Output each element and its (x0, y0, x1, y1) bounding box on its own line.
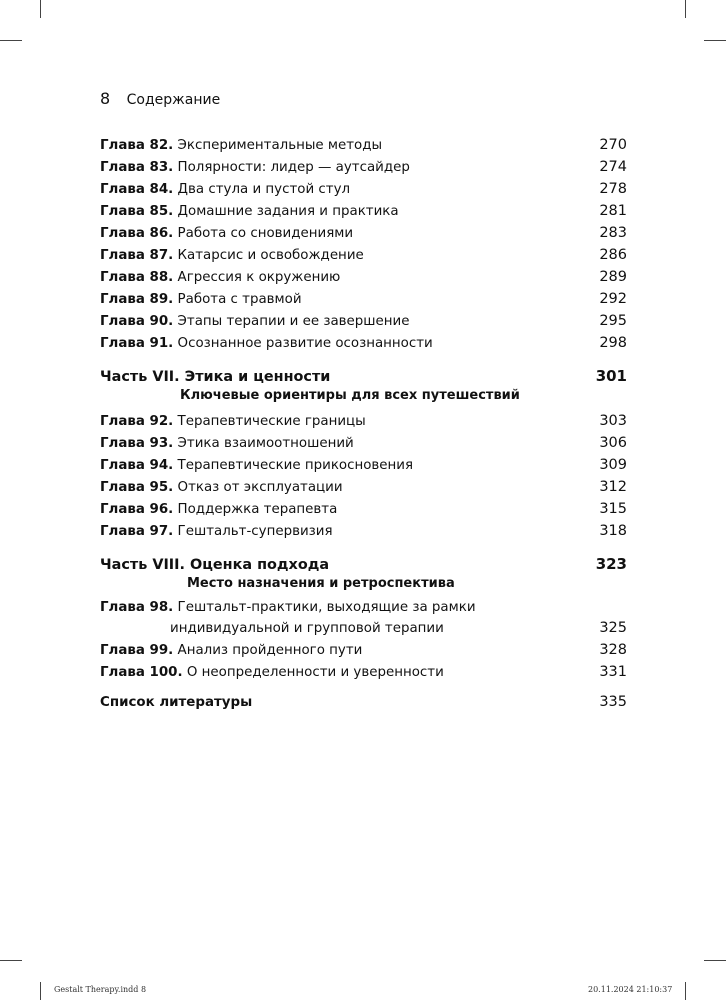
chapter-title: Агрессия к окружению (177, 270, 341, 285)
chapter-label: Глава 97. (100, 524, 174, 539)
chapter-list (100, 134, 627, 354)
chapter-title: Анализ пройденного пути (177, 643, 363, 658)
print-slug-file: Gestalt Therapy.indd 8 (54, 985, 147, 994)
page-number: 8 (100, 89, 111, 108)
chapter-page: 281 (599, 203, 627, 219)
chapter-title: Этика взаимоотношений (177, 436, 354, 451)
chapter-label: Глава 93. (100, 436, 174, 451)
part-heading (100, 554, 627, 574)
spacer (100, 354, 627, 366)
chapter-label: Глава 89. (100, 292, 174, 307)
chapter-heading (100, 521, 333, 543)
chapter-heading (100, 267, 340, 289)
chapter-title: Экспериментальные методы (177, 138, 383, 153)
chapter-title: Этапы терапии и ее завершение (177, 314, 410, 329)
toc-entry (100, 200, 627, 222)
part-heading (100, 366, 627, 386)
chapter-label: Глава 82. (100, 138, 174, 153)
toc-entry (100, 222, 627, 244)
crop-mark (685, 0, 686, 18)
chapter-title: Гештальт-супервизия (177, 524, 333, 539)
chapter-page: 278 (599, 181, 627, 197)
chapter-heading (100, 179, 350, 201)
toc-entry (100, 476, 627, 498)
chapter-title: Полярности: лидер — аутсайдер (177, 160, 410, 175)
chapter-heading (100, 662, 444, 684)
crop-mark (685, 982, 686, 1000)
chapter-label: Глава 96. (100, 502, 174, 517)
chapter-page: 325 (599, 620, 627, 636)
toc-entry (100, 156, 627, 178)
crop-mark (0, 40, 22, 41)
crop-mark (704, 40, 726, 41)
table-of-contents (100, 134, 627, 714)
print-slug-timestamp: 20.11.2024 21:10:37 (588, 985, 673, 994)
chapter-heading (100, 640, 362, 662)
toc-entry (100, 498, 627, 520)
chapter-label: Глава 83. (100, 160, 174, 175)
chapter-label: Глава 84. (100, 182, 174, 197)
chapter-page: 331 (599, 664, 627, 680)
toc-entry (100, 266, 627, 288)
chapter-title: Отказ от эксплуатации (177, 480, 343, 495)
chapter-title: Работа со сновидениями (177, 226, 354, 241)
chapter-heading (100, 499, 337, 521)
chapter-label: Глава 94. (100, 458, 174, 473)
chapter-page: 289 (599, 269, 627, 285)
crop-mark (40, 0, 41, 18)
chapter-heading (100, 455, 413, 477)
toc-entry (100, 310, 627, 332)
chapter-heading (100, 333, 433, 355)
toc-entry (100, 134, 627, 156)
chapter-heading (100, 201, 399, 223)
bibliography-title: Список литературы (100, 695, 253, 710)
part-title: Часть VII. Этика и ценности (100, 369, 331, 385)
part-subtitle: Ключевые ориентиры для всех путешествий (180, 388, 520, 403)
chapter-title: Два стула и пустой стул (177, 182, 351, 197)
chapter-page: 292 (599, 291, 627, 307)
chapter-label: Глава 87. (100, 248, 174, 263)
toc-entry (100, 332, 627, 354)
toc-entry (100, 639, 627, 661)
chapter-heading (100, 411, 366, 433)
part-page: 323 (595, 555, 627, 573)
chapter-label: Глава 91. (100, 336, 174, 351)
part-title: Часть VIII. Оценка подхода (100, 557, 330, 573)
chapter-heading (100, 311, 409, 333)
chapter-label: Глава 88. (100, 270, 174, 285)
chapter-heading (100, 433, 354, 455)
chapter-title: Домашние задания и практика (177, 204, 399, 219)
chapter-label: Глава 92. (100, 414, 174, 429)
chapter-title: Катарсис и освобождение (177, 248, 364, 263)
chapter-page: 286 (599, 247, 627, 263)
chapter-label: Глава 90. (100, 314, 174, 329)
chapter-label: Глава 95. (100, 480, 174, 495)
chapter-label: Глава 98. (100, 600, 174, 615)
chapter-title: Терапевтические прикосновения (177, 458, 414, 473)
chapter-page: 328 (599, 642, 627, 658)
crop-mark (40, 982, 41, 1000)
toc-entry (100, 178, 627, 200)
chapter-list (100, 639, 627, 683)
crop-mark (704, 960, 726, 961)
chapter-heading (100, 223, 353, 245)
spacer (100, 542, 627, 554)
toc-entry (100, 432, 627, 454)
spacer (100, 683, 627, 691)
chapter-title: Гештальт-практики, выходящие за рамки (177, 600, 476, 615)
chapter-page: 270 (599, 137, 627, 153)
chapter-title: Осознанное развитие осознанности (177, 336, 433, 351)
chapter-label: Глава 100. (100, 665, 183, 680)
toc-entry (100, 598, 627, 639)
chapter-title: О неопределенности и уверенности (186, 665, 444, 680)
chapter-page: 306 (599, 435, 627, 451)
toc-entry (100, 244, 627, 266)
part-page: 301 (595, 367, 627, 385)
chapter-page: 309 (599, 457, 627, 473)
toc-entry (100, 520, 627, 542)
toc-entry (100, 454, 627, 476)
chapter-heading (100, 135, 382, 157)
part-subtitle: Место назначения и ретроспектива (187, 576, 455, 591)
chapter-label: Глава 85. (100, 204, 174, 219)
chapter-title: Поддержка терапевта (177, 502, 338, 517)
chapter-heading (100, 157, 410, 179)
chapter-page: 274 (599, 159, 627, 175)
toc-entry (100, 288, 627, 310)
chapter-page: 315 (599, 501, 627, 517)
bibliography-page: 335 (599, 694, 627, 710)
chapter-list (100, 410, 627, 542)
chapter-label: Глава 86. (100, 226, 174, 241)
toc-entry (100, 661, 627, 683)
chapter-title-continued: индивидуальной и групповой терапии (170, 621, 444, 636)
chapter-page: 303 (599, 413, 627, 429)
chapter-title: Работа с травмой (177, 292, 302, 307)
chapter-page: 312 (599, 479, 627, 495)
chapter-page: 295 (599, 313, 627, 329)
toc-entry (100, 410, 627, 432)
crop-mark (0, 960, 22, 961)
chapter-label: Глава 99. (100, 643, 174, 658)
chapter-heading (100, 245, 364, 267)
running-title: Содержание (126, 92, 221, 108)
chapter-heading (100, 289, 302, 311)
chapter-title: Терапевтические границы (177, 414, 366, 429)
running-header (100, 89, 220, 108)
chapter-page: 283 (599, 225, 627, 241)
chapter-page: 298 (599, 335, 627, 351)
bibliography-entry (100, 691, 627, 714)
chapter-heading (100, 477, 343, 499)
chapter-page: 318 (599, 523, 627, 539)
